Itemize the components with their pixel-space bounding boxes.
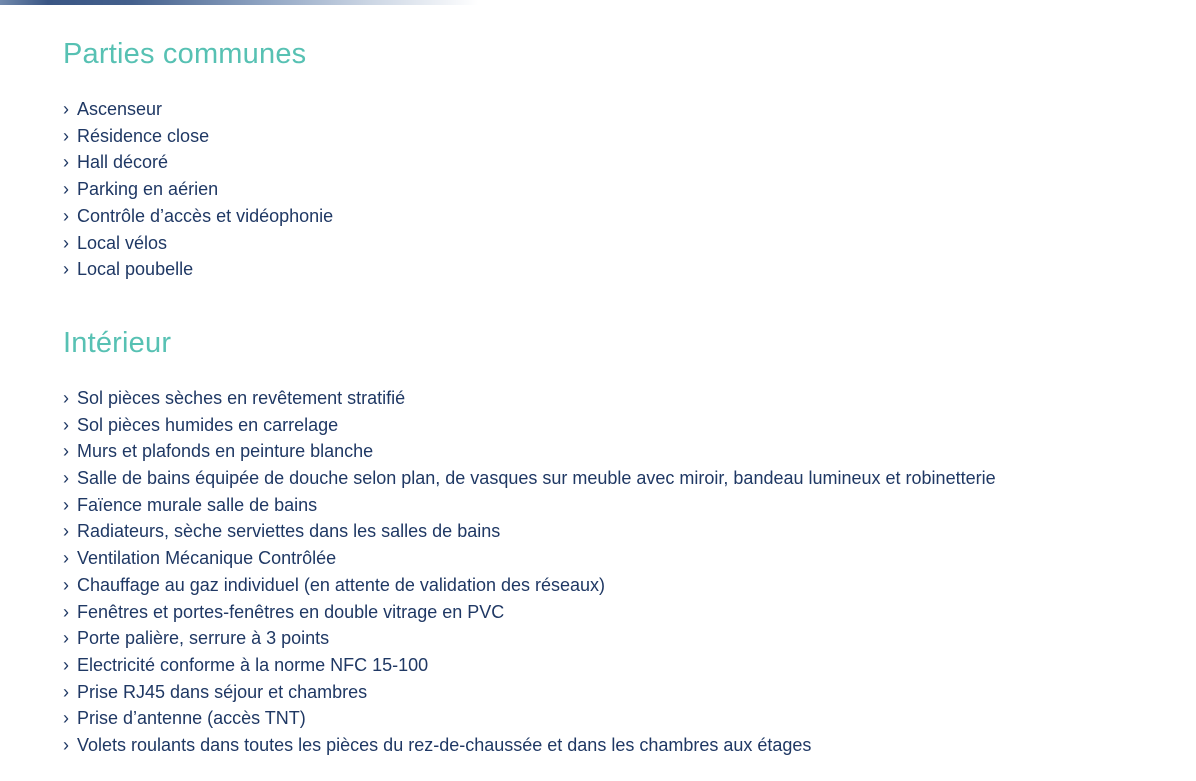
list-item-text: Porte palière, serrure à 3 points — [77, 628, 330, 649]
list-item — [63, 518, 1166, 545]
chevron-bullet-icon: › — [63, 468, 69, 489]
chevron-bullet-icon: › — [63, 708, 69, 729]
chevron-bullet-icon: › — [63, 99, 69, 119]
list-item — [63, 625, 1166, 652]
interieur-list — [63, 385, 1166, 759]
list-item-text: Sol pièces sèches en revêtement stratifié — [77, 387, 406, 408]
list-item — [63, 492, 1166, 519]
chevron-bullet-icon: › — [63, 574, 69, 595]
list-item — [63, 385, 1166, 412]
list-item — [63, 465, 1166, 492]
list-item-text: Ascenseur — [77, 99, 163, 119]
list-item — [63, 123, 1166, 150]
list-item-text: Ventilation Mécanique Contrôlée — [77, 548, 337, 569]
list-item-text: Prise d’antenne (accès TNT) — [77, 708, 306, 729]
list-item-text: Local poubelle — [77, 259, 194, 280]
list-item-text: Radiateurs, sèche serviettes dans les salles de bains — [77, 521, 501, 542]
list-item — [63, 149, 1166, 176]
list-item-text: Prise RJ45 dans séjour et chambres — [77, 681, 368, 702]
list-item — [63, 705, 1166, 732]
chevron-bullet-icon: › — [63, 628, 69, 649]
list-item-text: Faïence murale salle de bains — [77, 494, 318, 515]
list-item-text: Hall décoré — [77, 152, 169, 173]
chevron-bullet-icon: › — [63, 259, 69, 280]
list-item-text: Parking en aérien — [77, 179, 219, 200]
chevron-bullet-icon: › — [63, 494, 69, 515]
list-item — [63, 256, 1166, 283]
chevron-bullet-icon: › — [63, 548, 69, 569]
list-item — [63, 230, 1166, 257]
chevron-bullet-icon: › — [63, 601, 69, 622]
list-item-text: Sol pièces humides en carrelage — [77, 414, 339, 435]
list-item — [63, 412, 1166, 439]
chevron-bullet-icon: › — [63, 681, 69, 702]
chevron-bullet-icon: › — [63, 521, 69, 542]
page-content — [0, 5, 1196, 759]
list-item — [63, 203, 1166, 230]
chevron-bullet-icon: › — [63, 205, 69, 226]
list-item — [63, 679, 1166, 706]
chevron-bullet-icon: › — [63, 441, 69, 462]
list-item-text: Contrôle d’accès et vidéophonie — [77, 205, 334, 226]
chevron-bullet-icon: › — [63, 387, 69, 408]
list-item — [63, 652, 1166, 679]
list-item — [63, 732, 1166, 759]
section-title-parties-communes: Parties communes — [63, 38, 307, 70]
list-item — [63, 176, 1166, 203]
chevron-bullet-icon: › — [63, 232, 69, 253]
list-item-text: Résidence close — [77, 125, 210, 146]
list-item-text: Salle de bains équipée de douche selon plan, de vasques sur meuble avec miroir, bandeau lumineux et robinetterie — [77, 468, 996, 489]
list-item-text: Electricité conforme à la norme NFC 15-100 — [77, 654, 429, 675]
list-item-text: Chauffage au gaz individuel (en attente de validation des réseaux) — [77, 574, 606, 595]
list-item — [63, 572, 1166, 599]
chevron-bullet-icon: › — [63, 179, 69, 200]
list-item-text: Murs et plafonds en peinture blanche — [77, 441, 374, 462]
chevron-bullet-icon: › — [63, 125, 69, 146]
section-title-interieur: Intérieur — [63, 326, 172, 359]
list-item — [63, 438, 1166, 465]
list-item — [63, 545, 1166, 572]
chevron-bullet-icon: › — [63, 735, 69, 756]
parties-communes-list — [63, 96, 1166, 283]
list-item — [63, 599, 1166, 626]
list-item-text: Volets roulants dans toutes les pièces du rez-de-chaussée et dans les chambres aux étages — [77, 735, 812, 756]
list-item — [63, 96, 1166, 123]
list-item-text: Local vélos — [77, 232, 168, 253]
list-item-text: Fenêtres et portes-fenêtres en double vitrage en PVC — [77, 601, 505, 622]
chevron-bullet-icon: › — [63, 654, 69, 675]
chevron-bullet-icon: › — [63, 414, 69, 435]
chevron-bullet-icon: › — [63, 152, 69, 173]
